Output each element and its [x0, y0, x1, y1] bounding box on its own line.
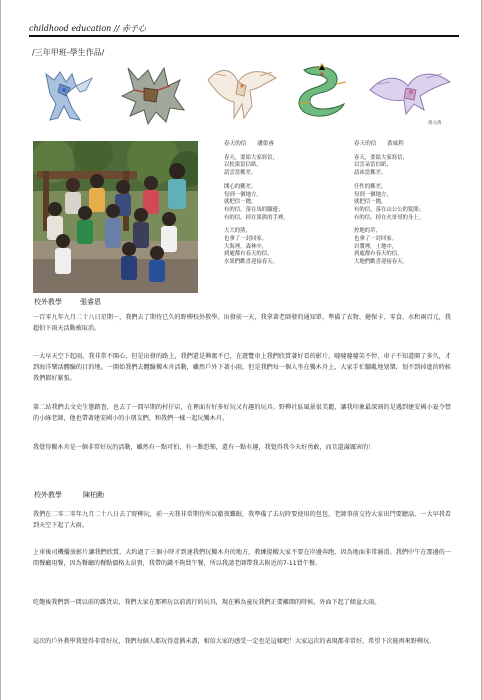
poem-line: 請雲當郵差。: [224, 170, 257, 177]
poem-line: 控地的草，: [354, 228, 381, 235]
poem-line: 開心的郵差，: [224, 183, 257, 190]
poem-stanza: [224, 228, 344, 267]
poem-line: 大地們歡喜迎接春天。: [354, 259, 408, 266]
poem-line: 每到一個地方，: [224, 191, 262, 198]
essay1-paragraph-3: 第二站我們去文史生態踏查，也去了一間早期的村仔店，在裡面有好多好玩又有趣的玩具。野柳社區風景很美麗，讓我印象最深刻的是遇到建安國小夏令營的小綠老師，他也帶著建安國小的小朋友們，和我們一樣一起玩獨木舟。: [33, 404, 451, 422]
poem-pan: [224, 141, 344, 273]
reshiram-drawing: [202, 60, 282, 122]
poem-stanza: [354, 228, 474, 267]
photo-caption-label: 校外教學: [34, 298, 62, 306]
essay2-paragraph-1: 我們在二零二零年九月二十八日去了野柳玩，前一天我非常期待所以徹夜難眠，我準備了去玩時要使用的包包，老師事前交待大家出門要聽話，一大早我看到天空下起了大雨。: [33, 511, 451, 529]
poem-line: 春天，要給大家寫信，: [354, 154, 408, 161]
essay2-author: 陳柏勳: [83, 491, 104, 499]
poem-line: 有的信，落在山公公的髮間；: [354, 206, 425, 213]
poem-line: 就把信一拋，: [224, 199, 257, 206]
essay1-paragraph-4: 我覺得獨木舟是一個非常好玩的活動，雖然有一點可怕、有一點恐怖，還有一點有趣，我覺得我今天好勇敢，而且還滿厲害的！: [33, 444, 375, 451]
poem-line: 岩漿裡，土地中，: [354, 243, 398, 250]
poem-line: 就把信一拋，: [354, 199, 387, 206]
poem-stanza: [354, 184, 474, 223]
essay1-paragraph-2: 一大早天空下起雨，我非常不開心，但是出發的路上，我們還是興奮不已，在遊覽車上我們欣賞著好看的影片，噠噠噠噠笑不停，車子不知道開了多久，才到海洋樂活體驗的目的地。一開始我們去體驗獨木舟活動，雖然戶外下著小雨，但是我們每一個人坐在獨木舟上，大家手忙腳亂地划槳，划不到掉進的時候我們都好緊張。: [33, 353, 451, 382]
header-rule: [29, 35, 459, 37]
poem-stanza: [224, 155, 344, 178]
essay2-paragraph-4: 這次的戶外教學我覺得非常好玩，我們每個人都玩得意猶未盡，相信大家的感受一定也是這樣吧！大家這次的表現都非常好，希望下次能再來野柳玩。: [33, 638, 436, 645]
poem-line: 有的信，掉在果熊的手裡。: [224, 214, 289, 221]
drawings-strip: [36, 60, 456, 130]
giratina-drawing: [114, 60, 192, 128]
section-title: /三年甲班-學生作品/: [32, 48, 105, 57]
photo-caption-author: 張睿恩: [80, 298, 101, 306]
poem-line: 到處都有春天的信，: [224, 251, 273, 258]
essay2-paragraph-3: 吃飽後我們到一間以前的雜貨店，我們大家在那裡玩以前流行的玩具，現在稱為童玩我們正要離開的時候，外面下起了傾盆大雨。: [33, 599, 381, 606]
class-photo-illustration: [33, 141, 198, 293]
dialga-drawing: [36, 60, 100, 128]
class-photo: [33, 141, 198, 293]
poem-title: 春天的信 黃威程: [354, 141, 404, 147]
palkia-drawing: [366, 60, 454, 118]
poem-stanza: [224, 184, 344, 223]
poem-huang: [354, 141, 474, 273]
poem-line: 春天，要給大家寫信，: [224, 154, 278, 161]
drawing-credit: 馮元禹: [428, 121, 442, 126]
poem-line: 大大的熊，: [224, 228, 251, 235]
header-title: childhood education // 赤子心: [29, 24, 146, 33]
poem-stanza: [354, 155, 474, 178]
poem-line: 以松果當信紙，: [224, 162, 262, 169]
rayquaza-drawing: [292, 60, 356, 122]
essay1-paragraph-1: 一百零九年九月二十八日星期一，我們去了期待已久的野柳校外教學。出發前一天，我拿著老師發的通知單，準備了衣物、健保卡、零食、水和兩百元，我超怕下雨天活動被取消。: [33, 314, 451, 332]
poem-title: 春天的信 潘榮睿: [224, 141, 274, 147]
essay2-label: 校外教學: [34, 491, 62, 499]
poem-line: 以雲朵當信紙，: [354, 162, 392, 169]
poem-line: 每到一個地方，: [354, 191, 392, 198]
poem-line: 任性的郵差，: [354, 183, 387, 190]
poem-line: 水果們歡喜迎接春天。: [224, 259, 278, 266]
poem-line: 請冰當郵差。: [354, 170, 387, 177]
poem-line: 也拿了一封回家。: [224, 236, 268, 243]
essay2-paragraph-2: 上車後司機播放影片讓我們欣賞，大約過了三個小時才到達我們玩獨木舟的地方，教練提醒大家不要在岸邊奔跑，因為地面非常濕滑。我們中午在那邊的一間餐廳用餐，因為餐廳的餐點價格太昂貴，我帶的錢不夠買午餐，所以我請老師帶我去附近的7-11買午餐。: [33, 549, 451, 567]
page-header: [29, 21, 459, 37]
poem-line: 到處都有春天的信，: [354, 251, 403, 258]
poem-line: 也拿了一封回家。: [354, 236, 398, 243]
poem-line: 大海裡，森林中，: [224, 243, 268, 250]
poem-line: 有的信，掉在火哥哥的身上。: [354, 214, 425, 221]
poem-line: 有的信，落在馬的腳邊；: [224, 206, 284, 213]
